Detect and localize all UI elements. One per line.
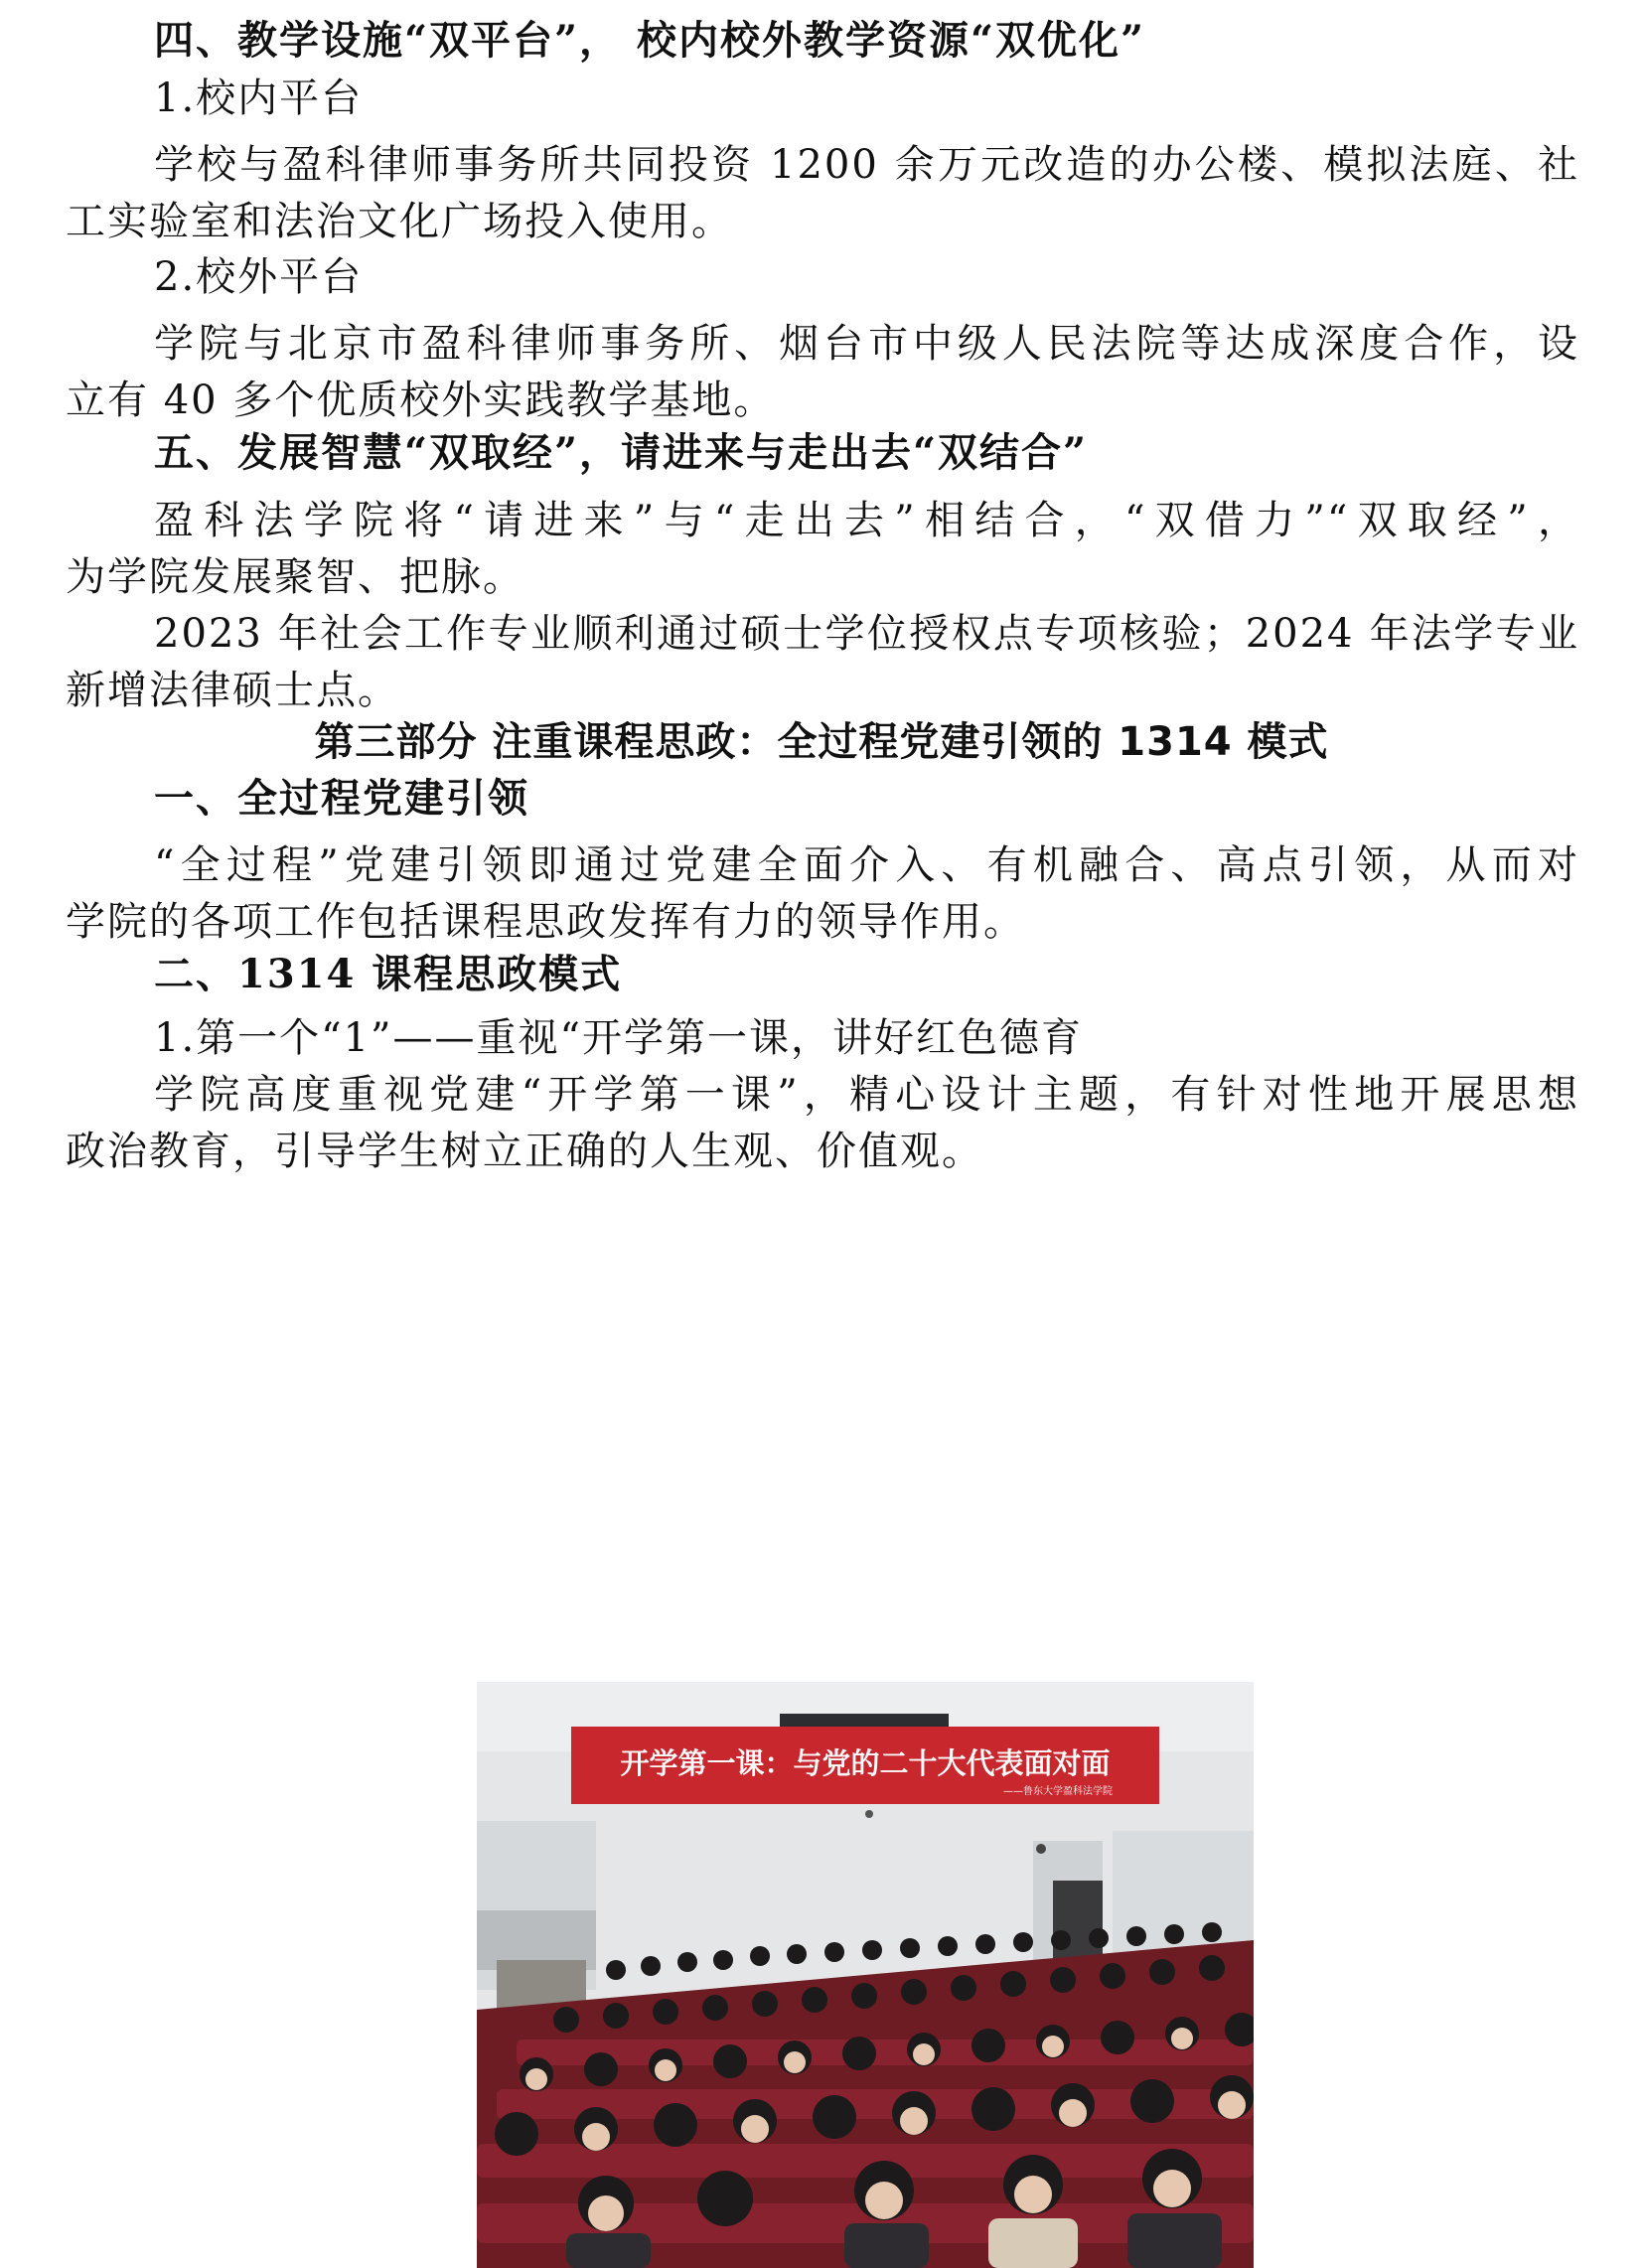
paragraph-line: 立有 40 多个优质校外实践教学基地。 bbox=[66, 378, 776, 423]
section-heading-4: 四、教学设施“双平台”， 校内校外教学资源“双优化” bbox=[154, 17, 1145, 64]
subheading-offcampus-platform: 2.校外平台 bbox=[154, 254, 364, 300]
banner bbox=[571, 1727, 1159, 1804]
banner-title: 开学第一课：与党的二十大代表面对面 bbox=[620, 1746, 1111, 1780]
paragraph-line: 学院高度重视党建“开学第一课”，精心设计主题，有针对性地开展思想 bbox=[154, 1072, 1579, 1118]
paragraph-line: 学院的各项工作包括课程思政发挥有力的领导作用。 bbox=[66, 899, 1025, 945]
paragraph-line: 新增法律硕士点。 bbox=[66, 668, 399, 713]
paragraph-line: “全过程”党建引领即通过党建全面介入、有机融合、高点引领，从而对 bbox=[154, 842, 1579, 888]
banner-subtitle: ——鲁东大学盈科法学院 bbox=[1003, 1786, 1113, 1797]
paragraph-line: 学校与盈科律师事务所共同投资 1200 余万元改造的办公楼、模拟法庭、社 bbox=[154, 142, 1579, 188]
paragraph-line: 工实验室和法治文化广场投入使用。 bbox=[66, 199, 733, 244]
paragraph-line: 2023 年社会工作专业顺利通过硕士学位授权点专项核验；2024 年法学专业 bbox=[154, 611, 1579, 657]
section-heading-party-building: 一、全过程党建引领 bbox=[154, 775, 529, 822]
lecture-hall-photo bbox=[477, 1682, 1254, 2268]
part-three-title: 第三部分 注重课程思政：全过程党建引领的 1314 模式 bbox=[314, 719, 1329, 765]
subheading-campus-platform: 1.校内平台 bbox=[154, 76, 364, 121]
section-heading-1314: 二、1314 课程思政模式 bbox=[154, 951, 623, 997]
paragraph-line: 学院与北京市盈科律师事务所、烟台市中级人民法院等达成深度合作，设 bbox=[154, 321, 1579, 367]
paragraph-line: 盈科法学院将“请进来”与“走出去”相结合，“双借力”“双取经”， bbox=[154, 498, 1579, 543]
subheading-first-one: 1.第一个“1”——重视“开学第一课，讲好红色德育 bbox=[154, 1015, 1083, 1061]
paragraph-line: 为学院发展聚智、把脉。 bbox=[66, 554, 524, 600]
paragraph-line: 政治教育，引导学生树立正确的人生观、价值观。 bbox=[66, 1129, 983, 1174]
section-heading-5: 五、发展智慧“双取经”，请进来与走出去“双结合” bbox=[154, 429, 1089, 476]
